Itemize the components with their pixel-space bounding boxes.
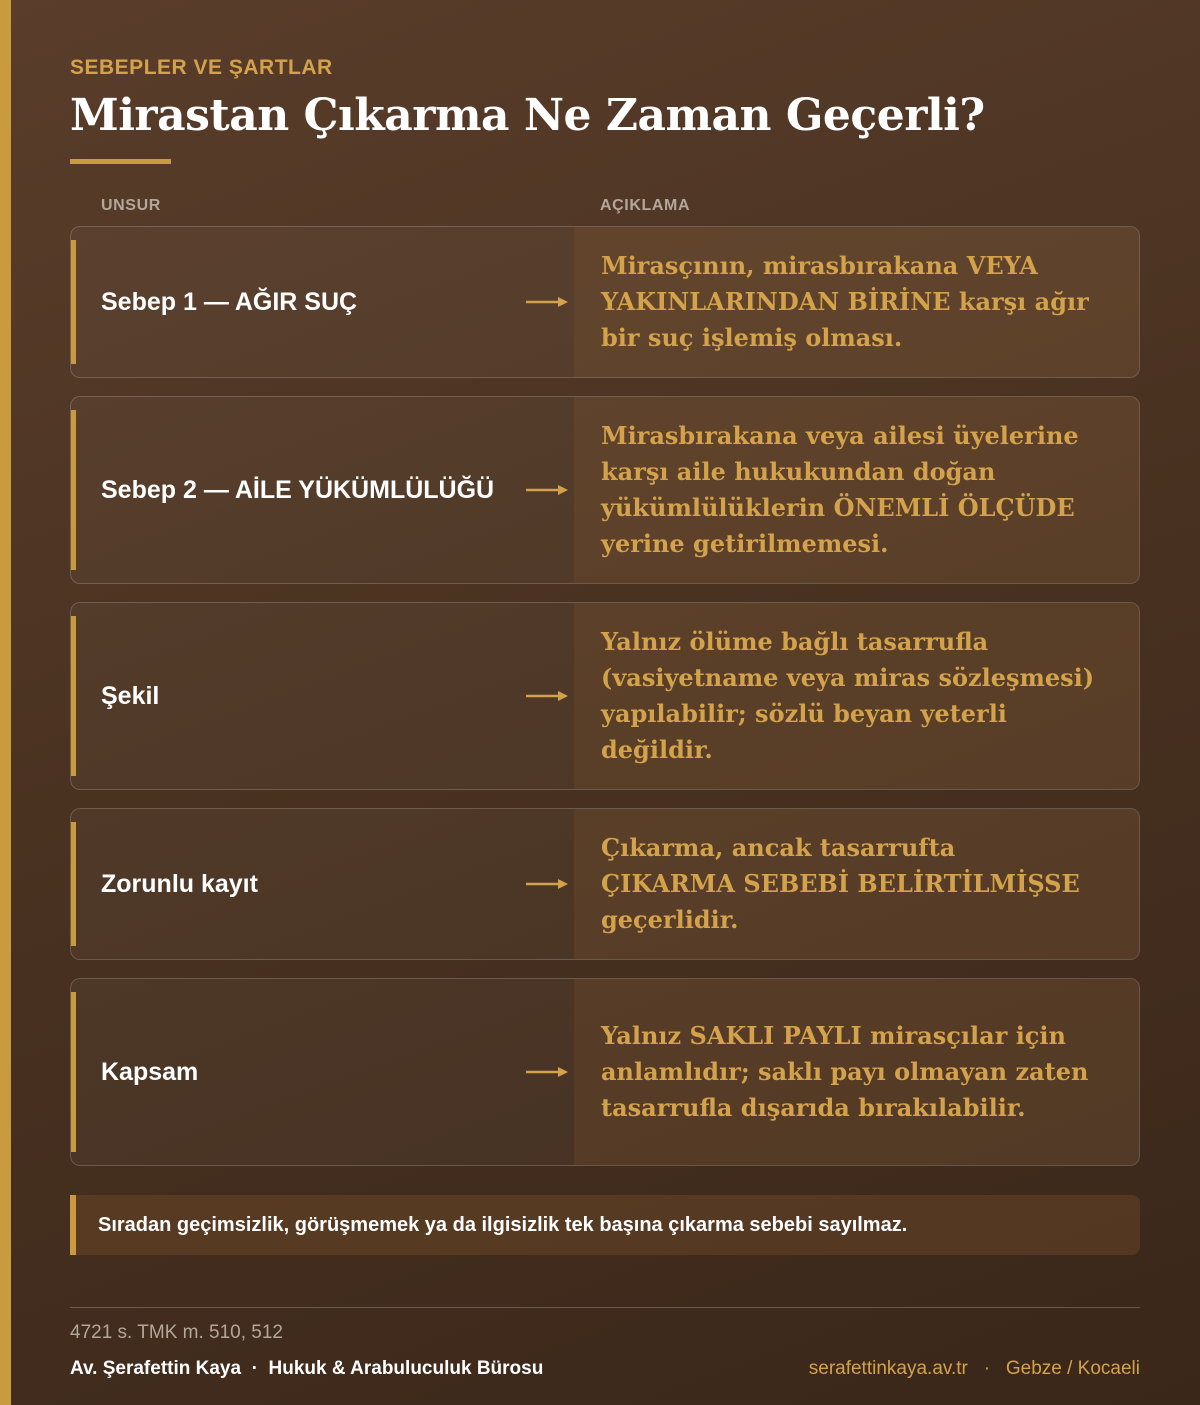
page-title: Mirastan Çıkarma Ne Zaman Geçerli? [70,90,985,141]
row-description: Mirasçının, mirasbırakana VEYA YAKINLARINDAN BİRİNE karşı ağır bir suç işlemiş olması. [574,227,1139,377]
table-row [70,396,1140,584]
eyebrow-label: SEBEPLER VE ŞARTLAR [70,56,333,79]
author-credit: Av. Şerafettin Kaya · Hukuk & Arabuluculuk Bürosu [70,1358,544,1379]
table-row [70,226,1140,378]
column-header-description: AÇIKLAMA [600,197,691,214]
row-label: Sebep 1 — AĞIR SUÇ [101,287,358,316]
left-accent-bar [0,0,11,1405]
row-accent-bar [71,822,76,946]
row-accent-bar [71,992,76,1152]
arrow-right-icon [526,484,568,496]
row-label: Zorunlu kayıt [101,869,258,898]
row-description: Mirasbırakana veya ailesi üyelerine karşı aile hukukundan doğan yükümlülüklerin ÖNEMLİ ÖLÇÜDE yerine getirilmemesi. [574,397,1139,583]
row-description: Yalnız SAKLI PAYLI mirasçılar için anlamlıdır; saklı payı olmayan zaten tasarrufla dışarıda bırakılabilir. [574,979,1139,1165]
arrow-right-icon [526,296,568,308]
table-row [70,978,1140,1166]
note-accent-bar [70,1195,76,1255]
table-row [70,808,1140,960]
row-description: Çıkarma, ancak tasarrufta ÇIKARMA SEBEBİ BELİRTİLMİŞSE geçerlidir. [574,809,1139,959]
callout-note [70,1195,1140,1255]
arrow-right-icon [526,690,568,702]
row-accent-bar [71,240,76,364]
legal-reference: 4721 s. TMK m. 510, 512 [70,1322,283,1343]
row-label: Kapsam [101,1057,199,1086]
row-label: Sebep 2 — AİLE YÜKÜMLÜLÜĞÜ [101,475,495,504]
callout-note-text: Sıradan geçimsizlik, görüşmemek ya da ilgisizlik tek başına çıkarma sebebi sayılmaz. [98,1213,908,1236]
website-location: serafettinkaya.av.tr · Gebze / Kocaeli [808,1358,1140,1379]
footer-divider [70,1307,1140,1308]
title-underline [70,159,171,164]
arrow-right-icon [526,878,568,890]
row-accent-bar [71,616,76,776]
arrow-right-icon [526,1066,568,1078]
row-label: Şekil [101,681,160,710]
row-description: Yalnız ölüme bağlı tasarrufla (vasiyetname veya miras sözleşmesi) yapılabilir; sözlü beyan yeterli değildir. [574,603,1139,789]
row-accent-bar [71,410,76,570]
column-header-element: UNSUR [101,197,161,214]
table-row [70,602,1140,790]
